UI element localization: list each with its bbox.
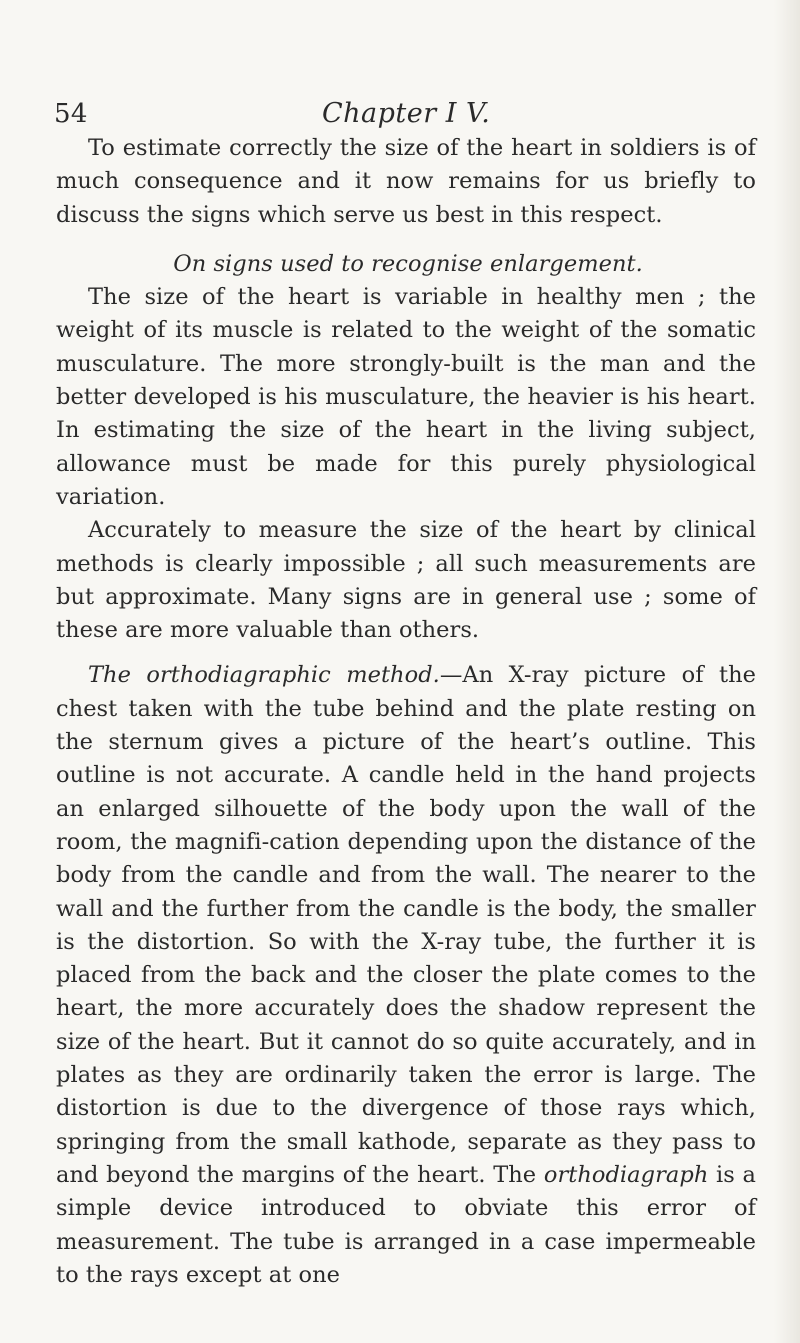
running-title: Chapter I V. (322, 98, 491, 129)
intro-paragraph: To estimate correctly the size of the heart in soldiers is of much consequence and it now remains for us briefly to discuss the signs which serve us best in this respect. (56, 135, 756, 228)
page-number: 54 (54, 99, 88, 129)
paragraph-size-variation: The size of the heart is variable in healthy men ; the weight of its muscle is related to the weight of the somatic musculature. The more strongly-built is the man and the better developed is his musculature, the heavier is his heart. In estimating the size of the heart in the living subject, allowance must be made for this purely physiological variation. (56, 284, 756, 510)
paragraph-measurement: Accurately to measure the size of the heart by clinical methods is clearly impossible ; all such measurements are but approximate. Many signs are in general use ; some of these are more valuable than others. (56, 517, 756, 644)
body-text (56, 132, 756, 1292)
page-gutter-shadow (774, 0, 800, 1343)
orthodiagraphic-heading: The orthodiagraphic method. (88, 662, 440, 689)
orthodiagraphic-text-part1: —An X-ray picture of the chest taken with the tube behind and the plate resting on the sternum gives a picture of the heart’s outline. This outline is not accurate. A candle held in the hand projects an enlarged silhouette of the body upon the wall of the room, the magnifi-cation depending upon the distance of the body from the candle and from the wall. The nearer to the wall and the further from the candle is the body, the smaller is the distortion. So with the X-ray tube, the further it is placed from the back and the closer the plate comes to the heart, the more accurately does the shadow represent the size of the heart. But it cannot do so quite accurately, and in plates as they are ordinarily taken the error is large. The distortion is due to the divergence of those rays which, springing from the small kathode, separate as they pass to and beyond the margins of the heart. The (56, 662, 756, 1188)
paragraph-orthodiagraphic-method (56, 659, 756, 1292)
section-heading: On signs used to recognise enlargement. (173, 250, 643, 277)
orthodiagraphic-text-part2: is a simple device introduced to obviate this error of measurement. The tube is arranged in a case impermeable to the rays except at one (56, 1161, 756, 1288)
page-header (0, 94, 800, 134)
orthodiagraph-term: orthodiagraph (543, 1161, 709, 1188)
